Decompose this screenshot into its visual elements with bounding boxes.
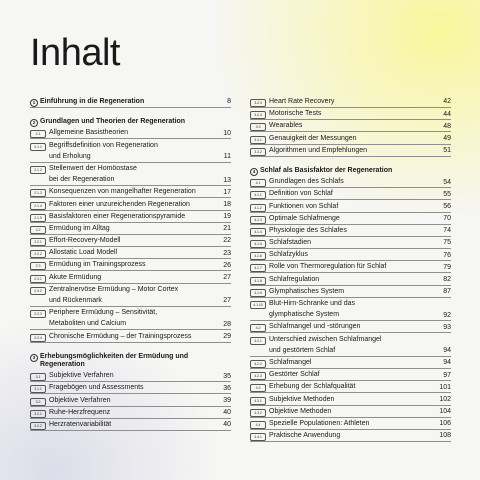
toc-entry[interactable] <box>30 320 231 330</box>
entry-title: Metaboliten und Calcium <box>49 320 127 328</box>
entry-title: Schlafregulation <box>269 275 320 283</box>
section-title: Schlaf als Basisfaktor der Regeneration <box>260 166 393 174</box>
toc-section-4[interactable] <box>250 167 451 176</box>
entry-title: Subjektive Verfahren <box>49 372 114 380</box>
entry-title: und Erholung <box>49 152 91 160</box>
toc-entry[interactable] <box>30 249 231 259</box>
entry-title: Subjektive Methoden <box>269 395 335 403</box>
entry-title: Grundlagen des Schlafs <box>269 178 344 186</box>
page-number: 18 <box>223 200 231 208</box>
page-number: 8 <box>227 98 231 106</box>
toc-entry[interactable] <box>30 225 231 235</box>
page-number: 94 <box>443 359 451 367</box>
toc-entry[interactable] <box>250 359 451 369</box>
entry-number-badge: 4.2.1 <box>250 337 266 345</box>
page-number: 106 <box>439 420 451 428</box>
entry-number-badge: 3.2.4 <box>250 111 266 119</box>
toc-entry[interactable] <box>250 276 451 286</box>
toc-entry[interactable] <box>250 251 451 261</box>
page-number: 27 <box>223 297 231 305</box>
entry-number-badge: 3.2.2 <box>30 422 46 430</box>
entry-number-badge: 4.4.1 <box>250 433 266 441</box>
entry-title: und gestörtem Schlaf <box>269 346 336 354</box>
toc-entry[interactable] <box>250 263 451 273</box>
page-number: 35 <box>223 372 231 380</box>
entry-number-badge: 3.1 <box>30 373 46 381</box>
page-number: 48 <box>443 122 451 130</box>
toc-section-4-entries <box>250 178 451 442</box>
section-number-badge: 4 <box>250 168 258 176</box>
page-number: 108 <box>439 432 451 440</box>
entry-title: Konsequenzen von mangelhafter Regeneration <box>49 188 196 196</box>
page-number: 29 <box>223 332 231 340</box>
toc-entry[interactable] <box>250 98 451 108</box>
toc-entry[interactable] <box>30 201 231 211</box>
entry-title: Physiologie des Schlafes <box>269 226 347 234</box>
entry-number-badge: 4.1.1 <box>250 191 266 199</box>
entry-title: Ermüdung im Alltag <box>49 224 110 232</box>
entry-number-badge: 2.2.1 <box>30 238 46 246</box>
toc-entry[interactable] <box>250 227 451 237</box>
entry-title: Allostatic Load Modell <box>49 249 118 257</box>
entry-number-badge: 4.3 <box>250 384 266 392</box>
toc-entry[interactable] <box>250 178 451 188</box>
page-number: 44 <box>443 110 451 118</box>
entry-title: Rolle von Thermoregulation für Schlaf <box>269 263 387 271</box>
page-number: 92 <box>443 311 451 319</box>
entry-title: Schlafmangel und -störungen <box>269 323 361 331</box>
toc-entry[interactable] <box>250 300 451 309</box>
entry-number-badge: 4.1.7 <box>250 264 266 272</box>
entry-number-badge: 3.3.2 <box>250 148 266 156</box>
entry-title: Ruhe-Herzfrequenz <box>49 408 111 416</box>
page-number: 17 <box>223 188 231 196</box>
entry-title: Periphere Ermüdung – Sensitivität, <box>49 309 158 317</box>
entry-title: Stellenwert der Homöostase <box>49 164 137 172</box>
entry-title: Definition von Schlaf <box>269 190 333 198</box>
toc-section-1[interactable] <box>30 98 231 108</box>
toc-entry[interactable] <box>30 237 231 247</box>
entry-title: bei der Regeneration <box>49 176 115 184</box>
entry-number-badge: 2.1.1 <box>30 143 46 151</box>
page-number: 102 <box>439 395 451 403</box>
entry-title: Schlafmangel <box>269 358 312 366</box>
entry-number-badge: 3.1.1 <box>30 385 46 393</box>
page-number: 36 <box>223 384 231 392</box>
entry-number-badge: 2.1.2 <box>30 166 46 174</box>
entry-number-badge: 2.1.4 <box>30 202 46 210</box>
toc-entry[interactable] <box>250 135 451 145</box>
page-title: Inhalt <box>30 32 120 74</box>
toc-entry[interactable] <box>30 397 231 407</box>
entry-title: Funktionen von Schlaf <box>269 202 339 210</box>
toc-section-3-entries <box>30 372 231 431</box>
entry-title: Akute Ermüdung <box>49 273 102 281</box>
toc-entry[interactable] <box>250 190 451 200</box>
toc-entry[interactable] <box>30 421 231 431</box>
page-number: 54 <box>443 178 451 186</box>
page-number: 21 <box>223 225 231 233</box>
toc-entry[interactable] <box>30 384 231 394</box>
toc-entry[interactable] <box>250 347 451 357</box>
entry-title: und Rückenmark <box>49 297 102 304</box>
toc-entry[interactable] <box>250 215 451 225</box>
entry-title: Faktoren einer unzureichenden Regeneration <box>49 200 190 208</box>
toc-entry[interactable] <box>250 432 451 442</box>
page-number: 42 <box>443 98 451 106</box>
entry-number-badge: 3.2 <box>30 398 46 406</box>
toc-entry[interactable] <box>30 333 231 343</box>
entry-title: Chronische Ermüdung – der Trainingsprozess <box>49 332 192 340</box>
entry-title: glymphatische System <box>269 311 340 319</box>
entry-number-badge: 2.3.4 <box>30 334 46 342</box>
entry-title: Glymphatisches System <box>269 287 345 295</box>
entry-number-badge: 3.2.1 <box>30 410 46 418</box>
page-number: 22 <box>223 237 231 245</box>
entry-title: Allgemeine Basistheorien <box>49 129 128 137</box>
entry-number-badge: 4.1.5 <box>250 240 266 248</box>
toc-entry[interactable] <box>250 203 451 213</box>
toc-entry[interactable] <box>250 122 451 132</box>
toc-section-2-entries <box>30 129 231 342</box>
entry-number-badge: 2.3.3 <box>30 310 46 318</box>
entry-number-badge: 4.2.3 <box>250 372 266 380</box>
page-number: 51 <box>443 147 451 155</box>
toc-entry[interactable] <box>250 383 451 393</box>
entry-title: Objektive Methoden <box>269 407 332 415</box>
entry-title: Effort-Recovery-Modell <box>49 237 121 245</box>
entry-title: Genauigkeit der Messungen <box>269 134 357 142</box>
page-number: 101 <box>439 383 451 391</box>
entry-number-badge: 4.4 <box>250 421 266 429</box>
entry-number-badge: 4.3.2 <box>250 409 266 417</box>
entry-title: Spezielle Populationen: Athleten <box>269 419 370 427</box>
page-number: 19 <box>223 213 231 221</box>
page-number: 94 <box>443 347 451 355</box>
page-number: 104 <box>439 408 451 416</box>
entry-number-badge: 4.1.2 <box>250 204 266 212</box>
entry-title: Objektive Verfahren <box>49 396 111 404</box>
toc-entry[interactable] <box>30 409 231 419</box>
toc-entry[interactable] <box>250 420 451 430</box>
entry-title: Unterschied zwischen Schlafmangel <box>269 335 382 343</box>
section-number-badge: 2 <box>30 119 38 127</box>
toc-section-2[interactable] <box>30 118 231 127</box>
page-number: 49 <box>443 134 451 142</box>
entry-number-badge: 2.1.5 <box>30 214 46 222</box>
page-number: 40 <box>223 409 231 417</box>
page-number: 56 <box>443 202 451 210</box>
toc-entry[interactable] <box>30 286 231 295</box>
section-number-badge: 1 <box>30 99 38 107</box>
entry-number-badge: 3.2.3 <box>250 99 266 107</box>
toc-entry[interactable] <box>30 261 231 271</box>
entry-number-badge: 2.3 <box>30 262 46 270</box>
toc-section-3[interactable] <box>30 353 231 370</box>
page-number: 26 <box>223 261 231 269</box>
page-number: 55 <box>443 190 451 198</box>
entry-number-badge: 3.3.1 <box>250 136 266 144</box>
entry-number-badge: 4.1.10 <box>250 301 266 309</box>
toc-entry[interactable] <box>250 336 451 345</box>
toc-entry[interactable] <box>250 288 451 298</box>
page-number: 39 <box>223 396 231 404</box>
toc-entry[interactable] <box>30 297 231 307</box>
entry-number-badge: 4.3.1 <box>250 397 266 405</box>
toc-entry[interactable] <box>30 309 231 318</box>
entry-title: Praktische Anwendung <box>269 432 341 440</box>
toc-entry[interactable] <box>30 165 231 174</box>
page-number: 13 <box>223 176 231 184</box>
page-number: 75 <box>443 239 451 247</box>
page-number: 79 <box>443 263 451 271</box>
entry-number-badge: 2.1 <box>30 130 46 138</box>
toc-entry[interactable] <box>30 176 231 186</box>
entry-title: Herzratenvariabilität <box>49 420 112 428</box>
page-number: 10 <box>223 129 231 137</box>
entry-number-badge: 4.1.4 <box>250 228 266 236</box>
entry-title: Wearables <box>269 122 303 130</box>
page-number: 70 <box>443 215 451 223</box>
entry-title: Basisfaktoren einer Regenerationspyramide <box>49 212 186 220</box>
section-title: Grundlagen und Theorien der Regeneration <box>40 118 186 126</box>
toc-entry[interactable] <box>30 274 231 284</box>
entry-number-badge: 2.3.2 <box>30 287 46 295</box>
toc-section-3-entries-continued <box>250 98 451 157</box>
page-number: 23 <box>223 249 231 257</box>
page-number: 76 <box>443 251 451 259</box>
entry-number-badge: 2.2.2 <box>30 250 46 258</box>
section-number-badge: 3 <box>30 354 38 362</box>
toc-entry[interactable] <box>30 372 231 382</box>
entry-number-badge: 4.1.6 <box>250 252 266 260</box>
page-number: 87 <box>443 288 451 296</box>
entry-title: Fragebögen und Assessments <box>49 384 144 392</box>
entry-title: Schlafzyklus <box>269 251 308 259</box>
entry-number-badge: 2.3.1 <box>30 275 46 283</box>
entry-number-badge: 4.2 <box>250 324 266 332</box>
entry-title: Schlafstadien <box>269 239 312 247</box>
toc-entry[interactable] <box>30 188 231 198</box>
toc-entry[interactable] <box>250 408 451 418</box>
entry-title: Blut-Hirn-Schranke und das <box>269 300 355 307</box>
toc-entry[interactable] <box>250 147 451 157</box>
toc-entry[interactable] <box>30 213 231 223</box>
entry-title: Erhebung der Schlafqualität <box>269 383 356 391</box>
entry-title: Gestörter Schlaf <box>269 371 320 379</box>
page-number: 40 <box>223 421 231 429</box>
toc-entry[interactable] <box>250 311 451 321</box>
entry-title: Zentralnervöse Ermüdung – Motor Cortex <box>49 285 179 293</box>
entry-number-badge: 4.2.2 <box>250 360 266 368</box>
entry-title: Ermüdung im Trainingsprozess <box>49 261 146 269</box>
entry-number-badge: 4.1.8 <box>250 277 266 285</box>
entry-number-badge: 2.2 <box>30 226 46 234</box>
entry-title: Optimale Schlafmenge <box>269 214 340 222</box>
page-number: 11 <box>223 153 231 161</box>
section-title: Erhebungsmöglichkeiten der Ermüdung und Regeneration <box>40 352 189 369</box>
entry-number-badge: 4.1.3 <box>250 216 266 224</box>
page-number: 28 <box>223 320 231 328</box>
toc-right-column <box>250 98 451 444</box>
entry-number-badge: 4.1 <box>250 179 266 187</box>
page-number: 74 <box>443 227 451 235</box>
section-title: Einführung in die Regeneration <box>40 98 145 105</box>
toc-entry[interactable] <box>250 371 451 381</box>
entry-number-badge: 4.1.9 <box>250 289 266 297</box>
toc-entry[interactable] <box>30 129 231 139</box>
page-number: 27 <box>223 274 231 282</box>
page-number: 93 <box>443 323 451 331</box>
entry-title: Algorithmen und Empfehlungen <box>269 146 368 154</box>
toc-left-column <box>30 98 231 433</box>
toc-entry[interactable] <box>30 153 231 163</box>
toc-entry[interactable] <box>30 142 231 151</box>
entry-title: Heart Rate Recovery <box>269 98 335 105</box>
entry-number-badge: 2.1.3 <box>30 189 46 197</box>
entry-title: Begriffsdefinition von Regeneration <box>49 141 158 149</box>
page-number: 82 <box>443 276 451 284</box>
entry-title: Motorische Tests <box>269 110 322 118</box>
toc-entry[interactable] <box>250 239 451 249</box>
toc-entry[interactable] <box>250 110 451 120</box>
entry-number-badge: 3.3 <box>250 123 266 131</box>
toc-entry[interactable] <box>250 396 451 406</box>
toc-entry[interactable] <box>250 323 451 333</box>
page-number: 97 <box>443 371 451 379</box>
